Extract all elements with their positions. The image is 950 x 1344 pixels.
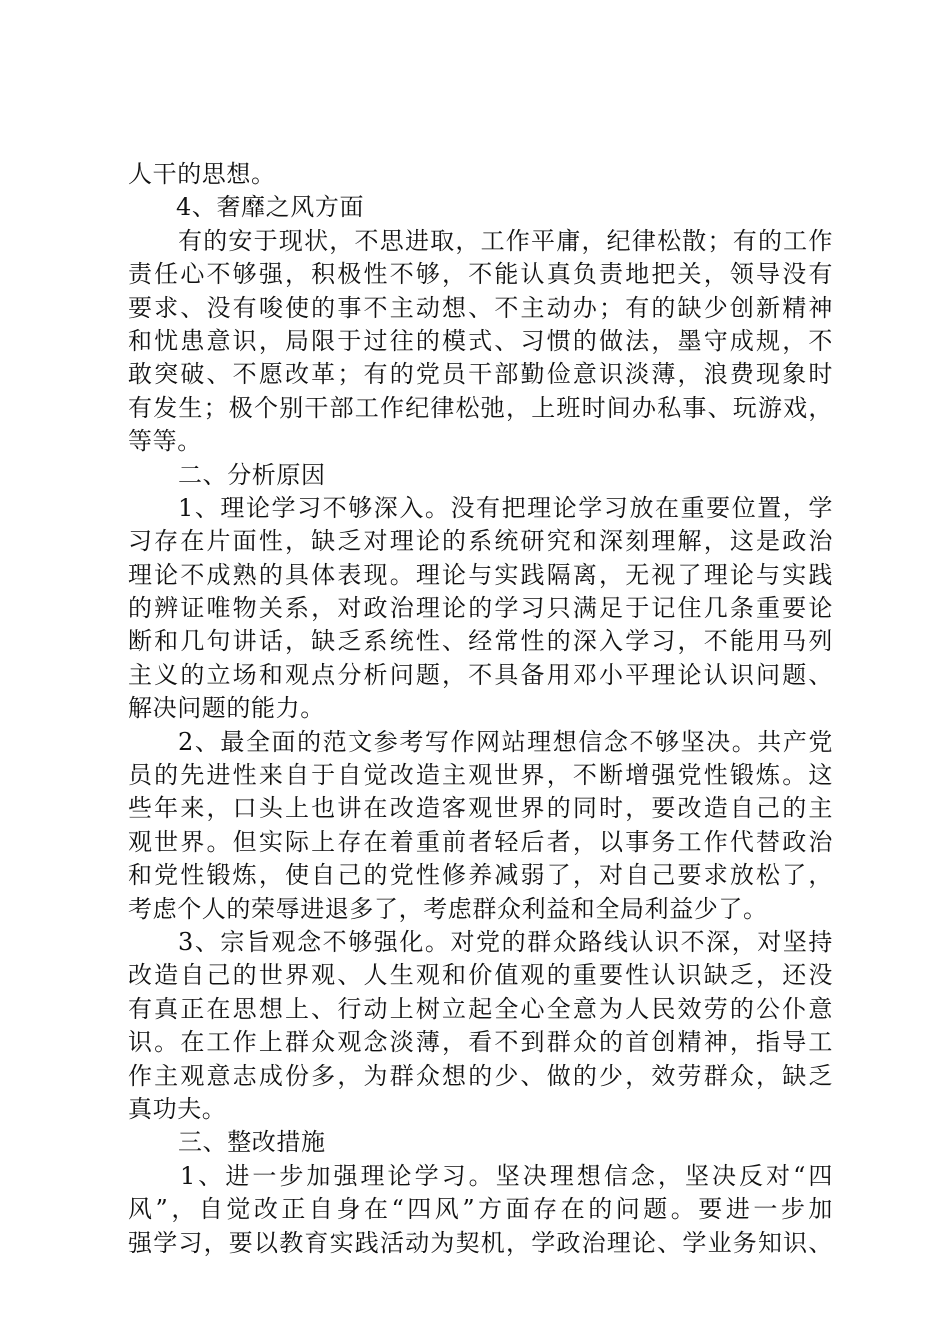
document-body xyxy=(128,158,833,1260)
paragraph-line: 理论不成熟的具体表现。理论与实践隔离，无视了理论与实践 xyxy=(128,560,833,589)
paragraph-line: 解决问题的能力。 xyxy=(128,694,325,723)
paragraph-line: 考虑个人的荣辱进退多了，考虑群众利益和全局利益少了。 xyxy=(128,894,768,923)
paragraph-line: 要求、没有唆使的事不主动想、不主动办；有的缺少创新精神 xyxy=(128,293,833,322)
paragraph-line: 作主观意志成份多，为群众想的少、做的少，效劳群众，缺乏 xyxy=(128,1061,833,1090)
paragraph-line: 和党性锻炼，使自己的党性修养减弱了，对自己要求放松了， xyxy=(128,861,833,890)
paragraph-line: 3、宗旨观念不够强化。对党的群众路线认识不深，对坚持 xyxy=(178,927,833,956)
paragraph-line: 些年来，口头上也讲在改造客观世界的同时，要改造自己的主 xyxy=(128,794,833,823)
paragraph-line: 改造自己的世界观、人生观和价值观的重要性认识缺乏，还没 xyxy=(128,961,833,990)
paragraph-line: 有真正在思想上、行动上树立起全心全意为人民效劳的公仆意 xyxy=(128,994,833,1023)
paragraph-line: 和忧患意识，局限于过往的模式、习惯的做法，墨守成规，不 xyxy=(128,326,833,355)
paragraph-line: 有的安于现状，不思进取，工作平庸，纪律松散；有的工作 xyxy=(178,226,833,255)
section-heading: 三、整改措施 xyxy=(178,1128,326,1157)
paragraph-line: 员的先进性来自于自觉改造主观世界，不断增强党性锻炼。这 xyxy=(128,761,833,790)
paragraph-line: 强学习，要以教育实践活动为契机，学政治理论、学业务知识、 xyxy=(128,1228,833,1257)
paragraph-line: 1、理论学习不够深入。没有把理论学习放在重要位置，学 xyxy=(178,493,833,522)
paragraph-line: 识。在工作上群众观念淡薄，看不到群众的首创精神，指导工 xyxy=(128,1028,833,1057)
paragraph-line: 主义的立场和观点分析问题，不具备用邓小平理论认识问题、 xyxy=(128,660,833,689)
section-heading: 4、奢靡之风方面 xyxy=(176,193,365,222)
paragraph-line: 有发生；极个别干部工作纪律松弛，上班时间办私事、玩游戏， xyxy=(128,393,833,422)
paragraph-line: 等等。 xyxy=(128,427,202,456)
paragraph-line: 的辨证唯物关系，对政治理论的学习只满足于记住几条重要论 xyxy=(128,594,833,623)
paragraph-line: 人干的思想。 xyxy=(128,160,276,188)
paragraph-line: 观世界。但实际上存在着重前者轻后者，以事务工作代替政治 xyxy=(128,827,833,856)
paragraph-line: 敢突破、不愿改革；有的党员干部勤俭意识淡薄，浪费现象时 xyxy=(128,360,833,389)
section-heading: 二、分析原因 xyxy=(178,460,326,489)
paragraph-line: 习存在片面性，缺乏对理论的系统研究和深刻理解，这是政治 xyxy=(128,527,833,556)
paragraph-line: 风”，自觉改正自身在“四风”方面存在的问题。要进一步加 xyxy=(128,1195,833,1224)
paragraph-line: 1、进一步加强理论学习。坚决理想信念，坚决反对“四 xyxy=(180,1161,833,1190)
paragraph-line: 断和几句讲话，缺乏系统性、经常性的深入学习，不能用马列 xyxy=(128,627,833,656)
paragraph-line: 真功夫。 xyxy=(128,1094,227,1123)
paragraph-line: 责任心不够强，积极性不够，不能认真负责地把关，领导没有 xyxy=(128,260,833,289)
paragraph-line: 2、最全面的范文参考写作网站理想信念不够坚决。共产党 xyxy=(178,727,833,756)
